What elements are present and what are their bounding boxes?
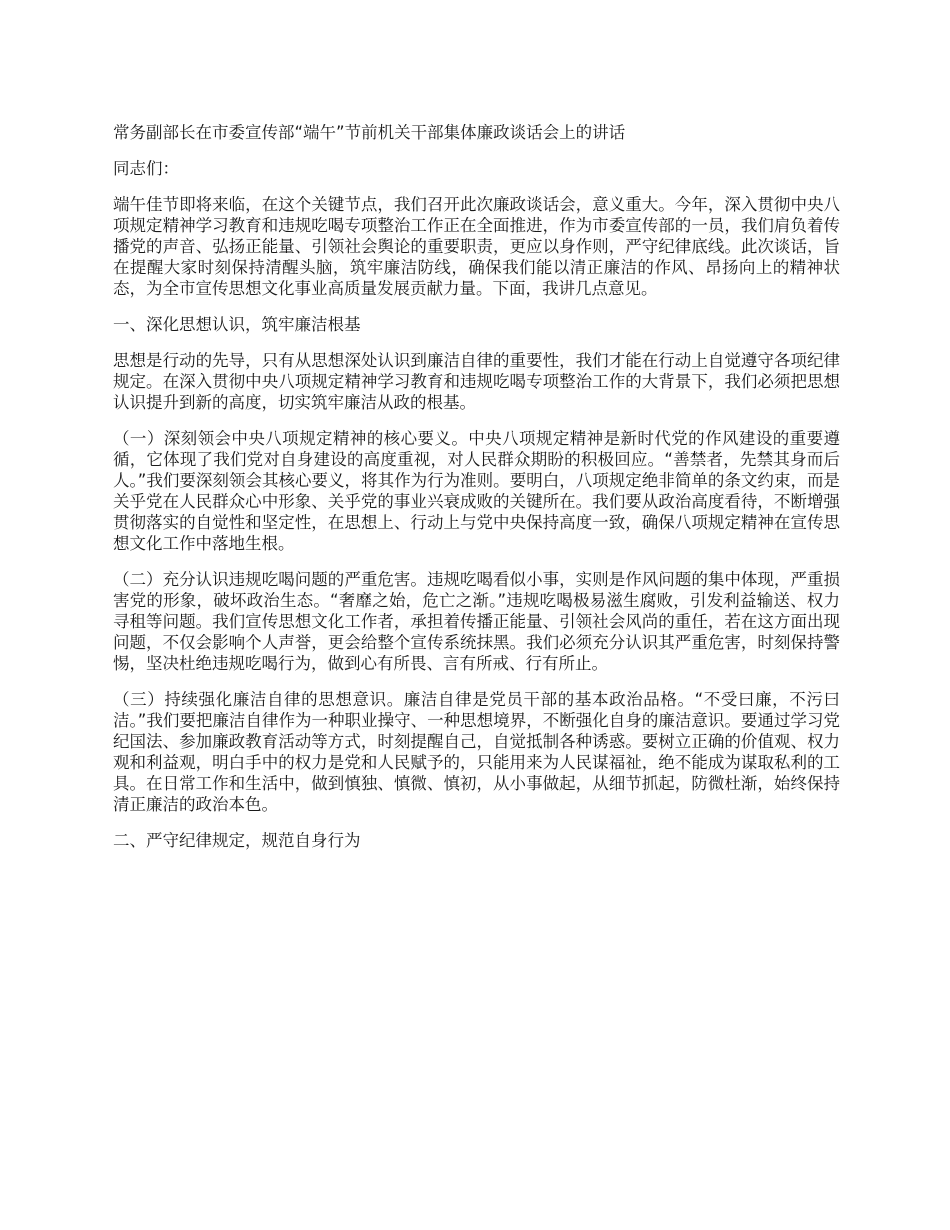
greeting: 同志们： (113, 159, 179, 178)
document-title: 常务副部长在市委宣传部“端午”节前机关干部集体廉政谈话会上的讲话 (113, 123, 626, 142)
paragraph-subsection-3: （三）持续强化廉洁自律的思想意识。廉洁自律是党员干部的基本政治品格。“不受曰廉，不污曰洁。”我们要把廉洁自律作为一种职业操守、一种思想境界，不断强化自身的廉洁意识。要通过学习党纪国法、参加廉政教育活动等方式，时刻提醒自己，自觉抵制各种诱惑。要树立正确的价值观、权力观和利益观，明白手中的权力是党和人民赋予的，只能用来为人民谋福祉，绝不能成为谋取私利的工具。在日常工作和生活中，做到慎独、慎微、慎初，从小事做起，从细节抓起，防微杜渐，始终保持清正廉洁的政治本色。 (113, 690, 840, 814)
document-body (113, 122, 840, 866)
paragraph-intro: 端午佳节即将来临，在这个关键节点，我们召开此次廉政谈话会，意义重大。今年，深入贯彻中央八项规定精神学习教育和违规吃喝专项整治工作正在全面推进，作为市委宣传部的一员，我们肩负着传播党的声音、弘扬正能量、引领社会舆论的重要职责，更应以身作则，严守纪律底线。此次谈话，旨在提醒大家时刻保持清醒头脑，筑牢廉洁防线，确保我们能以清正廉洁的作风、昂扬向上的精神状态，为全市宣传思想文化事业高质量发展贡献力量。下面，我讲几点意见。 (113, 195, 840, 298)
paragraph-subsection-1: （一）深刻领会中央八项规定精神的核心要义。中央八项规定精神是新时代党的作风建设的重要遵循，它体现了我们党对自身建设的高度重视，对人民群众期盼的积极回应。“善禁者，先禁其身而后人。”我们要深刻领会其核心要义，将其作为行为准则。要明白，八项规定绝非简单的条文约束，而是关乎党在人民群众心中形象、关乎党的事业兴衰成败的关键所在。我们要从政治高度看待，不断增强贯彻落实的自觉性和坚定性，在思想上、行动上与党中央保持高度一致，确保八项规定精神在宣传思想文化工作中落地生根。 (113, 429, 840, 553)
paragraph-section-1-intro: 思想是行动的先导，只有从思想深处认识到廉洁自律的重要性，我们才能在行动上自觉遵守各项纪律规定。在深入贯彻中央八项规定精神学习教育和违规吃喝专项整治工作的大背景下，我们必须把思想认识提升到新的高度，切实筑牢廉洁从政的根基。 (113, 351, 840, 412)
section-heading-2: 二、严守纪律规定，规范自身行为 (113, 831, 361, 850)
paragraph-subsection-2: （二）充分认识违规吃喝问题的严重危害。违规吃喝看似小事，实则是作风问题的集中体现，严重损害党的形象，破坏政治生态。“奢靡之始，危亡之渐。”违规吃喝极易滋生腐败，引发利益输送、权力寻租等问题。我们宣传思想文化工作者，承担着传播正能量、引领社会风尚的重任，若在这方面出现问题，不仅会影响个人声誉，更会给整个宣传系统抹黑。我们必须充分认识其严重危害，时刻保持警惕，坚决杜绝违规吃喝行为，做到心有所畏、言有所戒、行有所止。 (113, 570, 840, 673)
section-heading-1: 一、深化思想认识，筑牢廉洁根基 (113, 315, 361, 334)
